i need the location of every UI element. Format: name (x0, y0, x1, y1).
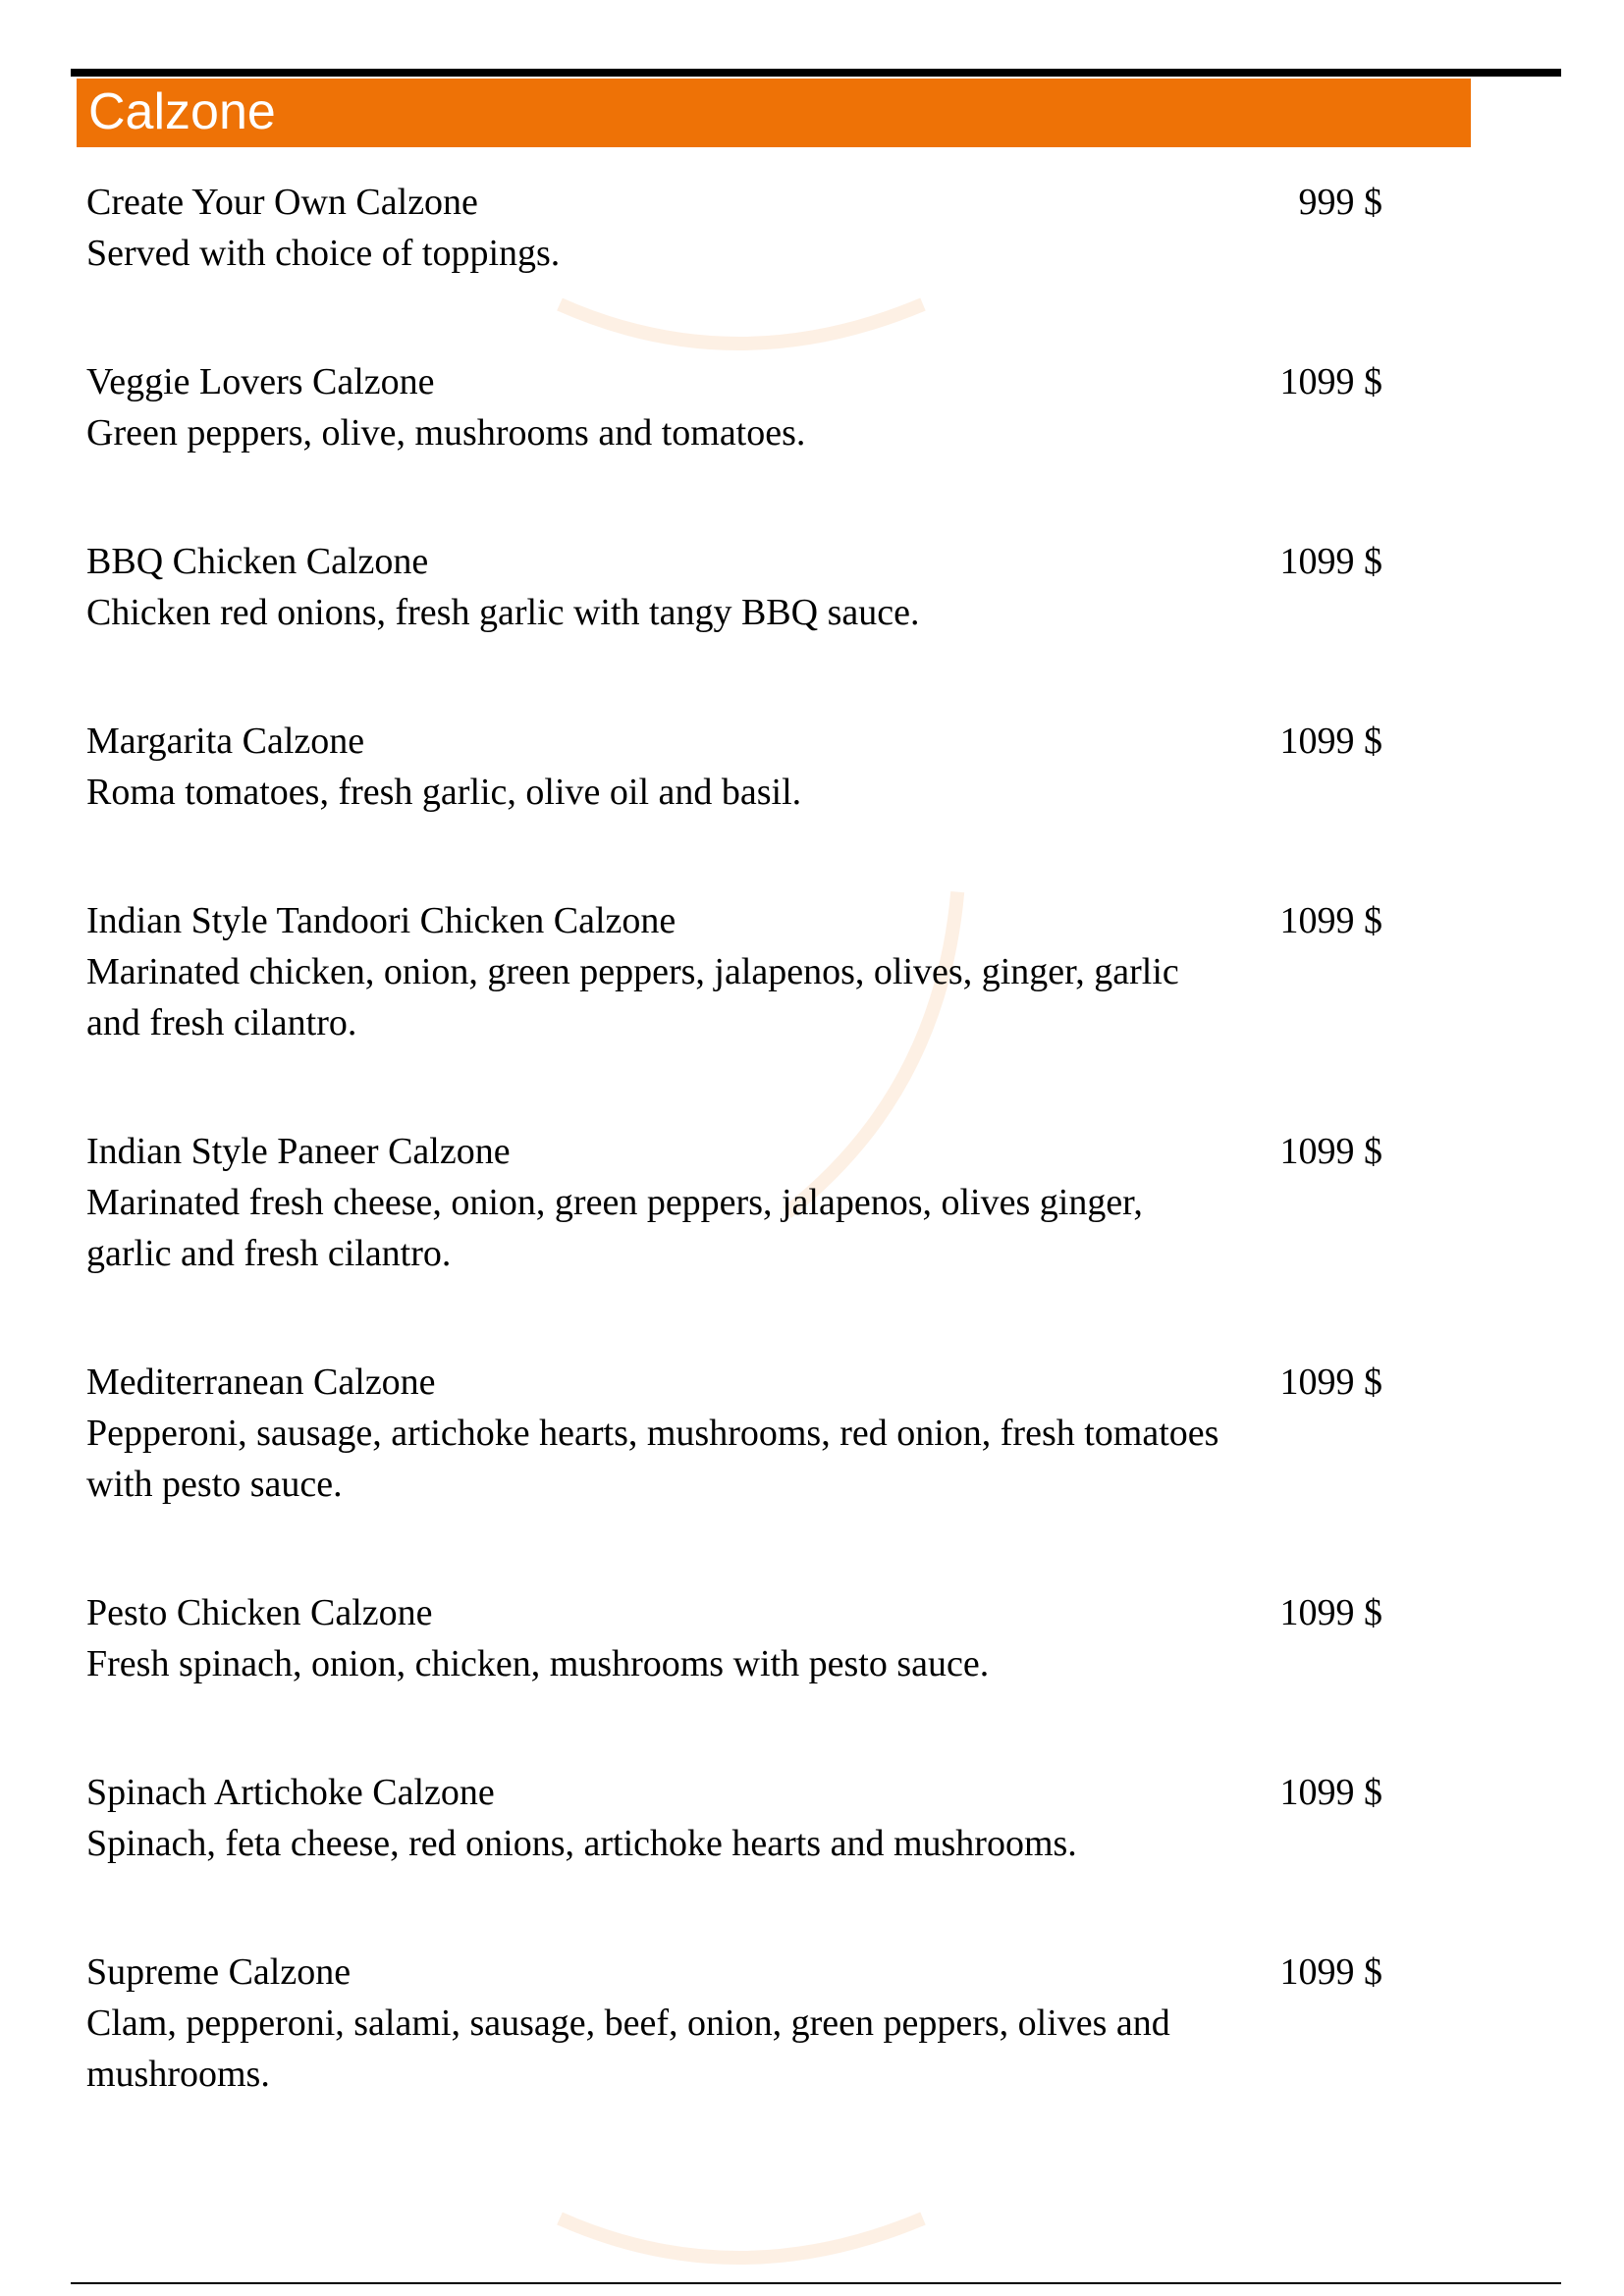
item-price: 1099 $ (1279, 1951, 1382, 1993)
item-price: 1099 $ (1279, 1772, 1382, 1813)
item-description: Chicken red onions, fresh garlic with tangy BBQ sauce. (86, 592, 920, 633)
item-description: Marinated chicken, onion, green peppers, jalapenos, olives, ginger, garlic and fresh cilantro. (86, 951, 1179, 1043)
item-name: Supreme Calzone (86, 1951, 352, 1993)
item-name: Margarita Calzone (86, 721, 365, 762)
item-description: Green peppers, olive, mushrooms and tomatoes. (86, 412, 806, 454)
item-name: BBQ Chicken Calzone (86, 541, 429, 582)
menu-item (86, 1767, 1382, 1869)
section-title: Calzone (88, 83, 276, 140)
menu-item (86, 1587, 1382, 1689)
item-name: Indian Style Paneer Calzone (86, 1131, 511, 1172)
menu-item (86, 1947, 1382, 2100)
item-price: 1099 $ (1279, 361, 1382, 402)
menu-item (86, 177, 1382, 279)
item-name: Pesto Chicken Calzone (86, 1592, 433, 1633)
item-price: 1099 $ (1279, 1362, 1382, 1403)
bottom-rule (71, 2282, 1561, 2284)
item-description: Spinach, feta cheese, red onions, artichoke hearts and mushrooms. (86, 1823, 1077, 1864)
item-description: Marinated fresh cheese, onion, green peppers, jalapenos, olives ginger, garlic and fresh cilantro. (86, 1182, 1143, 1274)
item-description: Roma tomatoes, fresh garlic, olive oil and basil. (86, 772, 802, 813)
item-description: Pepperoni, sausage, artichoke hearts, mushrooms, red onion, fresh tomatoes with pesto sauce. (86, 1413, 1219, 1505)
item-name: Mediterranean Calzone (86, 1362, 436, 1403)
menu-item (86, 1357, 1382, 1510)
item-price: 1099 $ (1279, 541, 1382, 582)
item-name: Indian Style Tandoori Chicken Calzone (86, 900, 677, 941)
item-price: 1099 $ (1279, 900, 1382, 941)
menu-item (86, 716, 1382, 818)
item-description: Fresh spinach, onion, chicken, mushrooms with pesto sauce. (86, 1643, 990, 1684)
item-price: 1099 $ (1279, 1592, 1382, 1633)
item-description: Clam, pepperoni, salami, sausage, beef, onion, green peppers, olives and mushrooms. (86, 2002, 1170, 2095)
item-description: Served with choice of toppings. (86, 233, 561, 274)
menu-item (86, 536, 1382, 638)
menu-item (86, 1126, 1382, 1279)
item-price: 999 $ (1298, 182, 1382, 223)
item-name: Create Your Own Calzone (86, 182, 478, 223)
item-name: Spinach Artichoke Calzone (86, 1772, 495, 1813)
menu-item (86, 356, 1382, 458)
item-price: 1099 $ (1279, 1131, 1382, 1172)
menu-item (86, 895, 1382, 1048)
item-price: 1099 $ (1279, 721, 1382, 762)
item-name: Veggie Lovers Calzone (86, 361, 435, 402)
